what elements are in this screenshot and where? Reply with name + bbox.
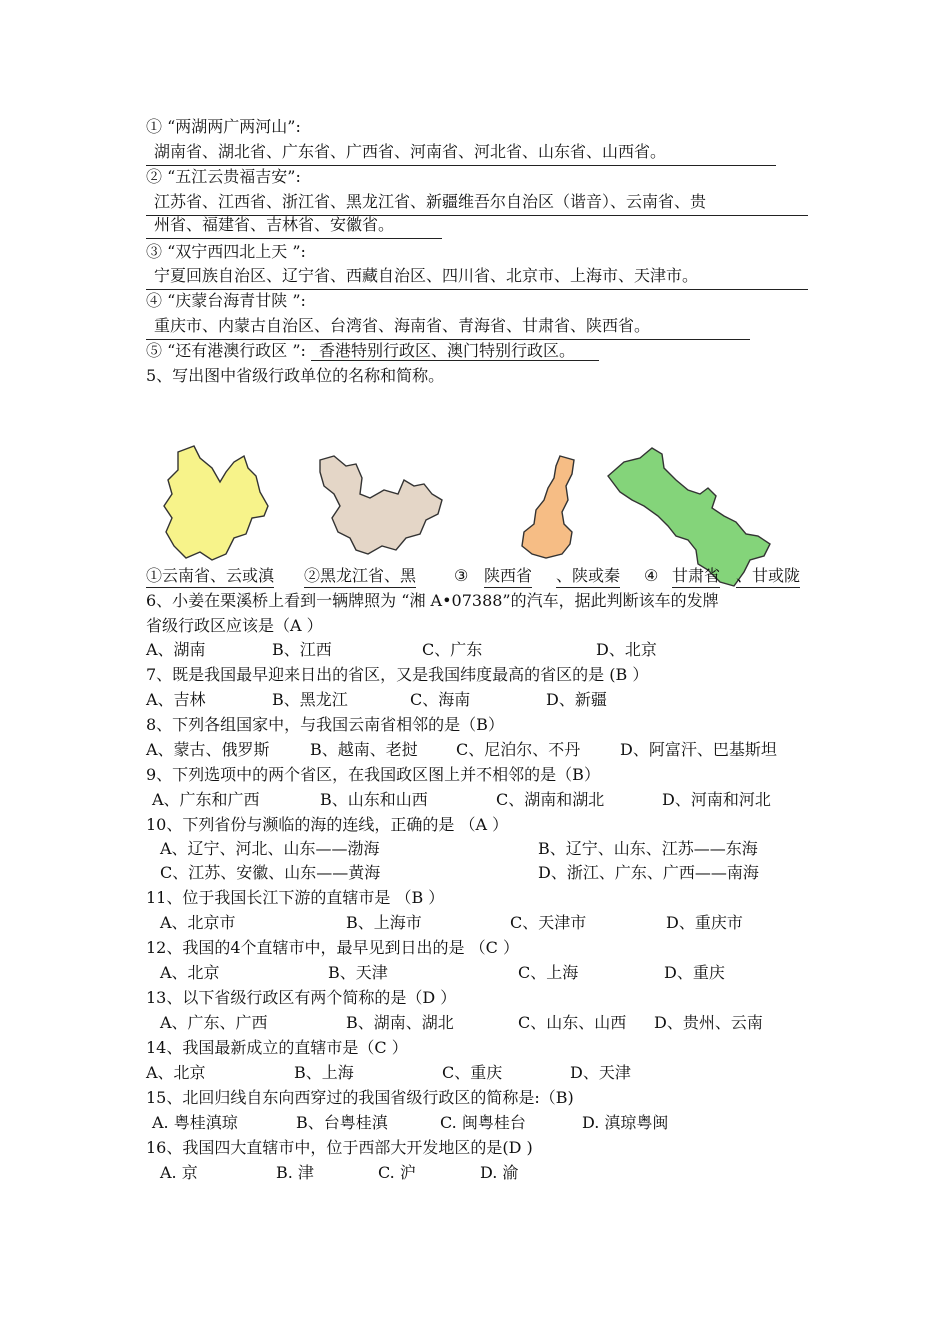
question-10-options-row2 bbox=[146, 862, 806, 886]
option: D、贵州、云南 bbox=[654, 1013, 763, 1032]
option: B. 津 bbox=[276, 1163, 314, 1182]
map-answer-3-abbr: 、陕或秦 bbox=[556, 565, 620, 588]
option: C. 沪 bbox=[378, 1163, 416, 1182]
option: C、山东、山西 bbox=[518, 1013, 627, 1032]
option: C、湖南和湖北 bbox=[496, 790, 605, 809]
option: B、上海市 bbox=[346, 913, 422, 932]
option: A. 京 bbox=[160, 1163, 198, 1182]
map-answer-1: ①云南省、云或滇 bbox=[146, 565, 274, 588]
question-11-stem: 11、位于我国长江下游的直辖市是 （B ） bbox=[146, 888, 445, 907]
option: B、台粤桂滇 bbox=[296, 1113, 388, 1132]
map-answer-4-abbr: 、甘或陇 bbox=[736, 565, 800, 588]
question-13-stem: 13、以下省级行政区有两个简称的是（D ） bbox=[146, 988, 457, 1007]
option: D、北京 bbox=[596, 640, 657, 659]
question-7-options bbox=[146, 689, 806, 713]
mnemonic-1-answer: 湖南省、湖北省、广东省、广西省、河南省、河北省、山东省、山西省。 bbox=[146, 141, 776, 166]
option: D、天津 bbox=[570, 1063, 631, 1082]
mnemonic-4-prompt: ④ “庆蒙台海青甘陕 ”: bbox=[146, 291, 306, 310]
heilongjiang-map-icon bbox=[310, 450, 448, 562]
mnemonic-3-prompt: ③ “双宁西四北上天 ”: bbox=[146, 242, 306, 261]
shaanxi-map-icon bbox=[516, 452, 582, 562]
option: B、黑龙江 bbox=[272, 690, 348, 709]
option: D. 渝 bbox=[480, 1163, 519, 1182]
yunnan-map-icon bbox=[156, 442, 272, 566]
option: A、广东和广西 bbox=[152, 790, 260, 809]
option: A、辽宁、河北、山东——渤海 bbox=[160, 839, 380, 858]
option: A、吉林 bbox=[146, 690, 206, 709]
option: B、越南、老挝 bbox=[310, 740, 418, 759]
question-16-options bbox=[146, 1162, 806, 1186]
option: A. 粤桂滇琼 bbox=[152, 1113, 238, 1132]
question-14-options bbox=[146, 1062, 806, 1086]
question-10-options-row1 bbox=[146, 838, 806, 862]
option: D、阿富汗、巴基斯坦 bbox=[620, 740, 777, 759]
option: C、海南 bbox=[410, 690, 471, 709]
question-8-stem: 8、下列各组国家中，与我国云南省相邻的是（B） bbox=[146, 715, 504, 734]
question-11-options bbox=[146, 912, 806, 936]
option: D、重庆 bbox=[664, 963, 725, 982]
question-9-options bbox=[146, 789, 806, 813]
question-6-stem-cont: 省级行政区应该是（A ） bbox=[146, 616, 323, 635]
option: C. 闽粤桂台 bbox=[440, 1113, 526, 1132]
option: C、尼泊尔、不丹 bbox=[456, 740, 581, 759]
map-answer-3-name: 陕西省 bbox=[484, 565, 532, 588]
question-5-stem: 5、写出图中省级行政单位的名称和简称。 bbox=[146, 366, 445, 385]
option: A、北京 bbox=[146, 1063, 206, 1082]
option: A、蒙古、俄罗斯 bbox=[146, 740, 270, 759]
option: C、重庆 bbox=[442, 1063, 503, 1082]
option: A、北京 bbox=[160, 963, 220, 982]
option: B、辽宁、山东、江苏——东海 bbox=[538, 839, 758, 858]
option: A、湖南 bbox=[146, 640, 206, 659]
question-12-options bbox=[146, 962, 806, 986]
map-answers-line bbox=[146, 565, 810, 589]
mnemonic-1-prompt: ① “两湖两广两河山”: bbox=[146, 117, 301, 136]
mnemonic-4-answer: 重庆市、内蒙古自治区、台湾省、海南省、青海省、甘肃省、陕西省。 bbox=[146, 315, 750, 340]
option: D、浙江、广东、广西——南海 bbox=[538, 863, 759, 882]
option: D. 滇琼粤闽 bbox=[582, 1113, 669, 1132]
map-answer-2: ②黑龙江省、黑 bbox=[304, 565, 416, 588]
mnemonic-5-answer: 香港特别行政区、澳门特别行政区。 bbox=[311, 341, 599, 361]
map-answer-3-num: ③ bbox=[454, 566, 469, 585]
option: C、天津市 bbox=[510, 913, 587, 932]
question-10-stem: 10、下列省份与濒临的海的连线，正确的是 （A ） bbox=[146, 815, 509, 834]
option: C、上海 bbox=[518, 963, 579, 982]
option: B、上海 bbox=[294, 1063, 354, 1082]
question-15-stem: 15、北回归线自东向西穿过的我国省级行政区的简称是:（B) bbox=[146, 1088, 574, 1107]
option: D、新疆 bbox=[546, 690, 607, 709]
option: C、江苏、安徽、山东——黄海 bbox=[160, 863, 381, 882]
mnemonic-2-answer-line2: 州省、福建省、吉林省、安徽省。 bbox=[146, 214, 442, 239]
question-9-stem: 9、下列选项中的两个省区，在我国政区图上并不相邻的是（B） bbox=[146, 765, 600, 784]
question-6-stem: 6、小姜在栗溪桥上看到一辆牌照为 “湘 A•07388”的汽车，据此判断该车的发牌 bbox=[146, 591, 719, 610]
mnemonic-5-prompt: ⑤ “还有港澳行政区 ”: 香港特别行政区、澳门特别行政区。 bbox=[146, 340, 599, 364]
question-6-options bbox=[146, 639, 806, 663]
option: B、山东和山西 bbox=[320, 790, 428, 809]
map-answer-4-name: 甘肃省 bbox=[672, 565, 720, 588]
question-15-options bbox=[146, 1112, 806, 1136]
question-7-stem: 7、既是我国最早迎来日出的省区，又是我国纬度最高的省区的是 (B ） bbox=[146, 665, 649, 684]
map-answer-4-num: ④ bbox=[644, 566, 659, 585]
option: A、广东、广西 bbox=[160, 1013, 268, 1032]
question-13-options bbox=[146, 1012, 806, 1036]
mnemonic-3-answer: 宁夏回族自治区、辽宁省、西藏自治区、四川省、北京市、上海市、天津市。 bbox=[146, 265, 808, 290]
option: B、湖南、湖北 bbox=[346, 1013, 454, 1032]
option: C、广东 bbox=[422, 640, 483, 659]
question-12-stem: 12、我国的4个直辖市中，最早见到日出的是 （C ） bbox=[146, 938, 519, 957]
option: B、江西 bbox=[272, 640, 332, 659]
option: B、天津 bbox=[328, 963, 388, 982]
question-14-stem: 14、我国最新成立的直辖市是（C ） bbox=[146, 1038, 408, 1057]
question-16-stem: 16、我国四大直辖市中，位于西部大开发地区的是(D ) bbox=[146, 1138, 533, 1157]
option: D、重庆市 bbox=[666, 913, 743, 932]
option: D、河南和河北 bbox=[662, 790, 771, 809]
option: A、北京市 bbox=[160, 913, 236, 932]
mnemonic-2-answer-line1: 江苏省、江西省、浙江省、黑龙江省、新疆维吾尔自治区（谐音）、云南省、贵 bbox=[146, 191, 808, 216]
question-8-options bbox=[146, 739, 810, 763]
mnemonic-2-prompt: ② “五江云贵福吉安”: bbox=[146, 167, 301, 186]
